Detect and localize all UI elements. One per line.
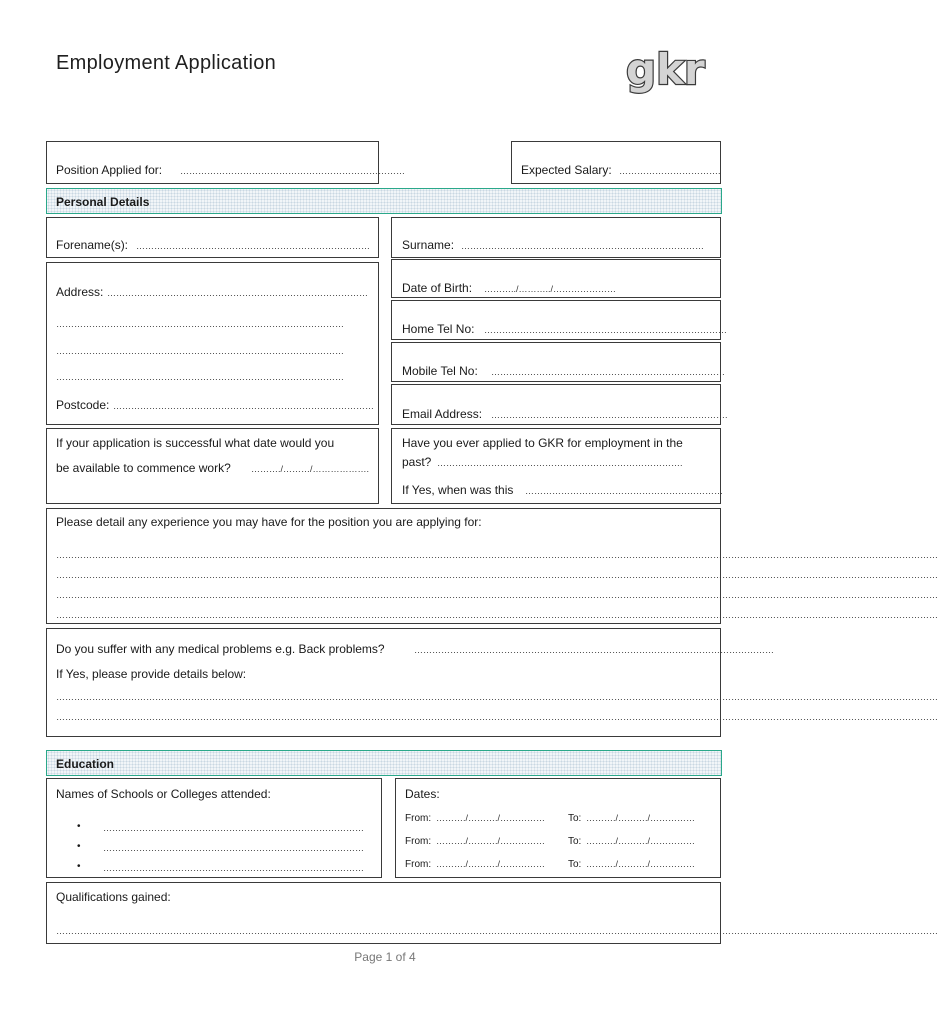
- bullet-icon: •: [77, 841, 81, 852]
- previous-application-field[interactable]: [391, 428, 721, 504]
- email-label: Email Address:: [402, 407, 483, 421]
- medical-line-1: ……………………………………………………………………………………………………………………………………………………………………………………………………………………………………………………………………: [56, 692, 938, 702]
- bullet-icon: •: [77, 821, 81, 832]
- to-dots-2: ………./………./……………: [586, 836, 696, 846]
- school-line-2: ……………………………………………………………………………: [103, 843, 364, 853]
- email-dots: …………………………………………………………………….: [491, 410, 728, 420]
- to-label: To:: [568, 836, 582, 847]
- experience-line-1: ……………………………………………………………………………………………………………………………………………………………………………………………………………………………………………………………………: [56, 550, 938, 560]
- address-field[interactable]: [46, 262, 379, 425]
- to-dots-1: ………./………./……………: [586, 813, 696, 823]
- svg-text:gkr: gkr: [626, 45, 705, 94]
- medical-question: Do you suffer with any medical problems e.g. Back problems?: [56, 642, 385, 656]
- education-header: [46, 750, 722, 776]
- commence-date-field[interactable]: [46, 428, 379, 504]
- school-line-1: ……………………………………………………………………………: [103, 823, 364, 833]
- address-label: Address:: [56, 285, 104, 299]
- schools-label: Names of Schools or Colleges attended:: [56, 787, 271, 801]
- expected-salary-dots: …………………………….: [619, 166, 721, 176]
- applied-question-line-2: past?: [402, 455, 432, 469]
- experience-line-4: ……………………………………………………………………………………………………………………………………………………………………………………………………………………………………………………………………: [56, 610, 938, 620]
- address-line-1: ……………………………………………………………………………: [107, 288, 368, 298]
- from-label: From:: [405, 836, 432, 847]
- experience-line-2: ……………………………………………………………………………………………………………………………………………………………………………………………………………………………………………………………………: [56, 570, 938, 580]
- postcode-label: Postcode:: [56, 398, 110, 412]
- expected-salary-label: Expected Salary:: [521, 163, 612, 177]
- commence-question-line-2: be available to commence work?: [56, 461, 231, 475]
- postcode-dots: ……………………………………………………………………………: [113, 401, 374, 411]
- page-title: Employment Application: [56, 52, 277, 74]
- forename-label: Forename(s):: [56, 238, 129, 252]
- surname-dots: ………………………………………………………………………: [461, 241, 704, 251]
- to-dots-3: ………./………./……………: [586, 859, 696, 869]
- date-of-birth-field[interactable]: [391, 259, 721, 298]
- medical-followup: If Yes, please provide details below:: [56, 667, 247, 681]
- personal-details-header: [46, 188, 722, 214]
- to-label: To:: [568, 859, 582, 870]
- dates-label: Dates:: [405, 787, 440, 801]
- experience-question: Please detail any experience you may have for the position you are applying for:: [56, 515, 482, 529]
- from-dots-3: ………./………./……………: [436, 859, 546, 869]
- applied-dots: ……………………………………………………………………….: [437, 458, 683, 468]
- mobile-tel-label: Mobile Tel No:: [402, 364, 478, 378]
- medical-field[interactable]: [46, 628, 938, 737]
- home-tel-dots: ………………………………………………………………………: [484, 325, 727, 335]
- position-applied-field[interactable]: [46, 141, 405, 184]
- surname-field[interactable]: [391, 217, 721, 258]
- position-applied-dots: …………………………………………………………………: [180, 166, 405, 176]
- when-applied-label: If Yes, when was this: [402, 483, 514, 497]
- mobile-tel-dots: ……………………………………………………………………: [491, 367, 725, 377]
- position-applied-label: Position Applied for:: [56, 163, 163, 177]
- gkr-logo: [622, 44, 722, 104]
- from-label: From:: [405, 813, 432, 824]
- from-dots-2: ………./………./……………: [436, 836, 546, 846]
- school-line-3: ……………………………………………………………………………: [103, 863, 364, 873]
- forename-dots: ……………………………………………………………………: [136, 241, 370, 251]
- experience-field[interactable]: [46, 508, 938, 624]
- home-tel-label: Home Tel No:: [402, 322, 475, 336]
- address-line-4: ……………………………………………………………………………………: [56, 372, 344, 382]
- dob-dots: ………../………../…………………: [484, 284, 617, 294]
- experience-line-3: ……………………………………………………………………………………………………………………………………………………………………………………………………………………………………………………………………: [56, 590, 938, 600]
- address-line-3: ……………………………………………………………………………………: [56, 346, 344, 356]
- qualifications-label: Qualifications gained:: [56, 890, 171, 904]
- bullet-icon: •: [77, 861, 81, 872]
- qualifications-field[interactable]: [46, 882, 938, 944]
- email-address-field[interactable]: [391, 384, 728, 425]
- personal-details-title: Personal Details: [56, 195, 150, 209]
- qualifications-line: ……………………………………………………………………………………………………………………………………………………………………………………………………………………………………………………………………: [56, 926, 938, 936]
- schools-field[interactable]: [46, 778, 382, 878]
- medical-question-dots: …………………………………………………………………………………………………………: [414, 645, 774, 655]
- to-label: To:: [568, 813, 582, 824]
- mobile-tel-field[interactable]: [391, 342, 725, 382]
- surname-label: Surname:: [402, 238, 455, 252]
- when-applied-dots: …………………………………………………………: [525, 486, 723, 496]
- commence-question-line-1: If your application is successful what date would you: [56, 436, 335, 450]
- education-title: Education: [56, 757, 115, 771]
- commence-date-dots: ………./………/……………….: [251, 464, 370, 474]
- dob-label: Date of Birth:: [402, 281, 473, 295]
- from-dots-1: ………./………./……………: [436, 813, 546, 823]
- forename-field[interactable]: [46, 217, 379, 258]
- medical-line-2: ……………………………………………………………………………………………………………………………………………………………………………………………………………………………………………………………………: [56, 712, 938, 722]
- address-line-2: ……………………………………………………………………………………: [56, 319, 344, 329]
- expected-salary-field[interactable]: [511, 141, 721, 184]
- home-tel-field[interactable]: [391, 300, 727, 340]
- from-label: From:: [405, 859, 432, 870]
- applied-question-line-1: Have you ever applied to GKR for employment in the: [402, 436, 683, 450]
- dates-field[interactable]: [395, 778, 721, 878]
- page-number: Page 1 of 4: [354, 950, 416, 964]
